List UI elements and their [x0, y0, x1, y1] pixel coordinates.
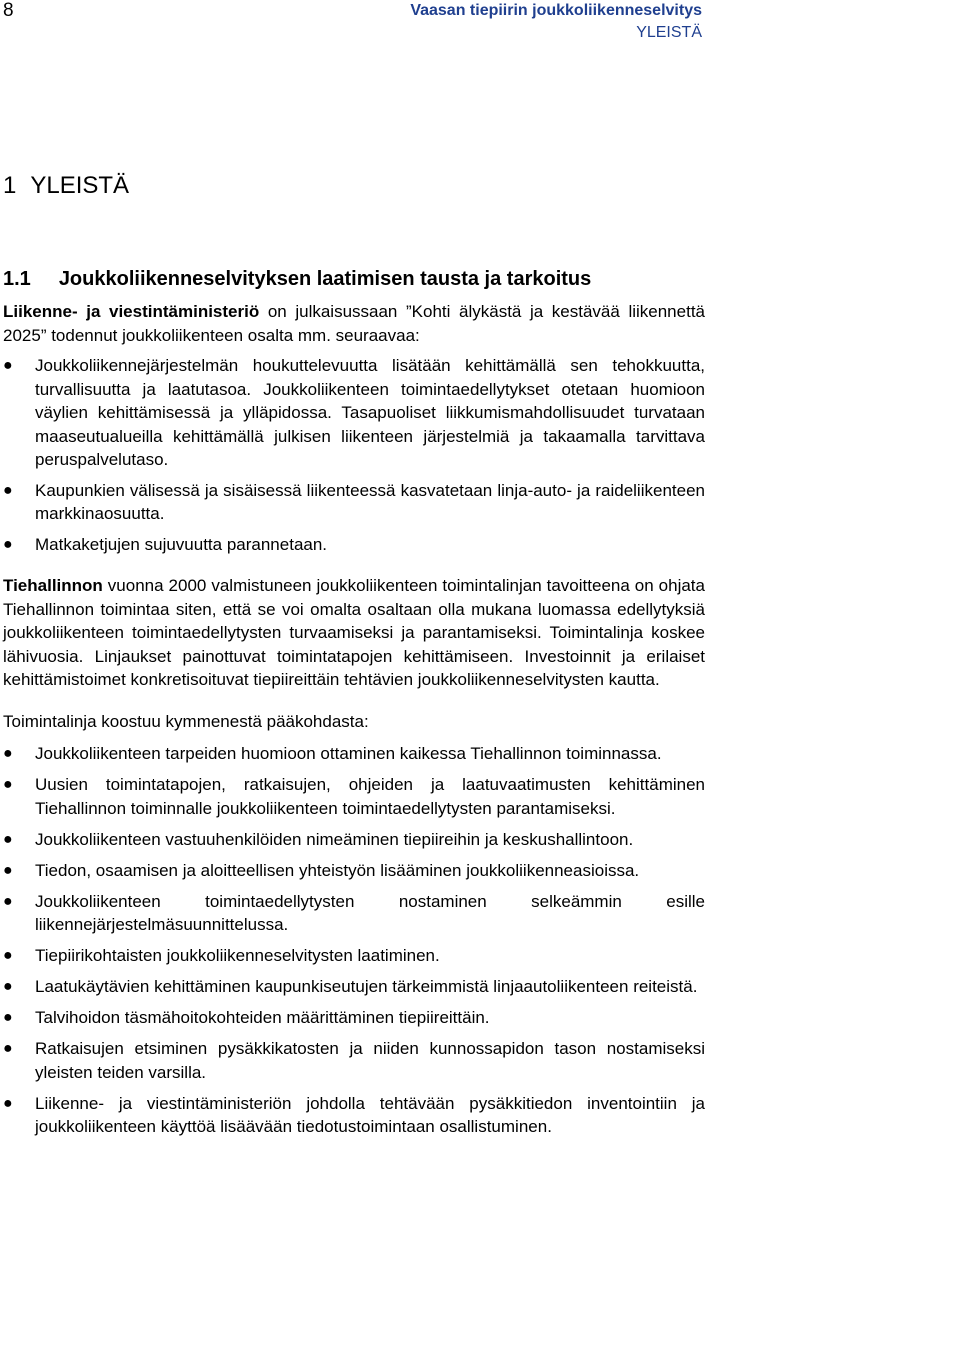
running-section-name: YLEISTÄ [636, 24, 702, 41]
list-item [3, 859, 705, 883]
bullet-icon: ● [3, 830, 13, 848]
bullet-icon: ● [3, 535, 13, 553]
list-item-text: Liikenne- ja viestintäministeriön johdolla tehtävään pysäkkitiedon inventointiin ja joukkoliikenteen käyttöä lisäävään tiedotustoimintaan osallistuminen. [35, 1093, 705, 1136]
tiehallinto-paragraph [3, 574, 705, 692]
bullet-icon: ● [3, 745, 13, 762]
heading-level-1 [3, 168, 705, 204]
intro-paragraph [3, 300, 705, 347]
heading-level-2 [3, 264, 705, 294]
list-item-text: Matkaketjujen sujuvuutta parannetaan. [35, 534, 328, 554]
page-number: 8 [3, 0, 14, 21]
list-item-text: Talvihoidon täsmähoitokohteiden määrittäminen tiepiireittäin. [35, 1008, 490, 1027]
list-item-text: Joukkoliikenteen tarpeiden huomioon ottaminen kaikessa Tiehallinnon toiminnassa. [35, 744, 662, 763]
list-item-text: Tiepiirikohtaisten joukkoliikenneselvitysten laatiminen. [35, 946, 440, 965]
intro-bold-lead: Liikenne- ja viestintäministeriö [3, 302, 260, 321]
bullet-icon: ● [3, 947, 13, 964]
list-item [3, 975, 705, 999]
bullet-icon: ● [3, 1009, 13, 1026]
bullet-icon: ● [3, 892, 13, 910]
document-title: Vaasan tiepiirin joukkoliikenneselvitys [410, 2, 702, 19]
bullet-list-ministry-goals [3, 354, 705, 556]
bullet-icon: ● [3, 776, 13, 793]
heading-number: 1.1 [3, 268, 31, 290]
list-item-text: Laatukäytävien kehittäminen kaupunkiseutujen tärkeimmistä linjaautoliikenteen reiteistä. [35, 977, 698, 996]
bullet-icon: ● [3, 1094, 13, 1112]
bullet-icon: ● [3, 481, 13, 499]
bullet-icon: ● [3, 1040, 13, 1057]
list-item [3, 533, 705, 557]
list-item-text: Kaupunkien välisessä ja sisäisessä liikenteessä kasvatetaan linja-auto- ja raideliikenteen markkinaosuutta. [35, 480, 705, 523]
list-item [3, 890, 705, 937]
list-item-text: Ratkaisujen etsiminen pysäkkikatosten ja niiden kunnossapidon tason nostamiseksi yleisten teiden varsilla. [35, 1039, 705, 1082]
list-item [3, 944, 705, 968]
bullet-icon: ● [3, 861, 13, 879]
list-item-text: Joukkoliikennejärjestelmän houkuttelevuutta lisätään kehittämällä sen tehokkuutta, turvallisuutta ja laatutasoa. Joukkoliikenteen toimintaedellytykset otetaan huomioon väylien kehittämisessä ja ylläpidossa. Tasapuoliset liikkumismahdollisuudet turvataan maaseutualueilla kehittämällä julkisen liikenteen järjestelmiä ja takaamalla tarvittava peruspalvelutaso. [35, 356, 705, 469]
list-item-text: Uusien toimintatapojen, ratkaisujen, ohjeiden ja laatuvaatimusten kehittäminen Tiehallinnon toiminnalle joukkoliikenteen toimintaedellytysten parantamiseksi. [35, 775, 705, 818]
list-item [3, 1092, 705, 1139]
list-item-text: Joukkoliikenteen vastuuhenkilöiden nimeäminen tiepiireihin ja keskushallintoon. [35, 829, 634, 849]
bullet-list-policy-points [3, 742, 705, 1139]
list-item [3, 828, 705, 852]
list-item [3, 742, 705, 766]
paragraph-bold-lead: Tiehallinnon [3, 576, 103, 595]
list-item [3, 479, 705, 526]
running-header [410, 0, 702, 44]
list-item [3, 1037, 705, 1084]
list-item [3, 354, 705, 472]
intro-text: on julkaisussaan ”Kohti älykästä ja kestävää liikennettä 2025” todennut joukkoliikenteen osalta mm. seuraavaa: [3, 302, 705, 345]
list-intro-paragraph: Toimintalinja koostuu kymmenestä pääkohdasta: [3, 711, 369, 731]
list-item-text: Joukkoliikenteen toimintaedellytysten nostaminen selkeämmin esille liikennejärjestelmäsuunnittelussa. [35, 891, 705, 934]
page-body [3, 168, 705, 1146]
heading-number: 1 [3, 172, 17, 199]
bullet-icon: ● [3, 978, 13, 995]
list-item [3, 1006, 705, 1030]
paragraph-text: vuonna 2000 valmistuneen joukkoliikenteen toimintalinjan tavoitteena on ohjata Tiehallinnon toimintaa siten, että se voi omalta osaltaan olla mukana luomassa edellytyksiä joukkoliikenteen toimintaedellytysten turvaamiseksi ja parantamiseksi. Toimintalinja koskee lähivuosia. Linjaukset painottuvat toimintatapojen kehittämiseen. Investoinnit ja erilaiset kehittämistoimet konkretisoituvat tiepiireittäin tehtävien joukkoliikenneselvitysten kautta. [3, 576, 705, 689]
bullet-icon: ● [3, 357, 13, 374]
heading-title: Joukkoliikenneselvityksen laatimisen tausta ja tarkoitus [58, 268, 592, 290]
list-item [3, 773, 705, 820]
list-item-text: Tiedon, osaamisen ja aloitteellisen yhteistyön lisääminen joukkoliikenneasioissa. [35, 860, 640, 880]
heading-title: YLEISTÄ [30, 172, 130, 199]
